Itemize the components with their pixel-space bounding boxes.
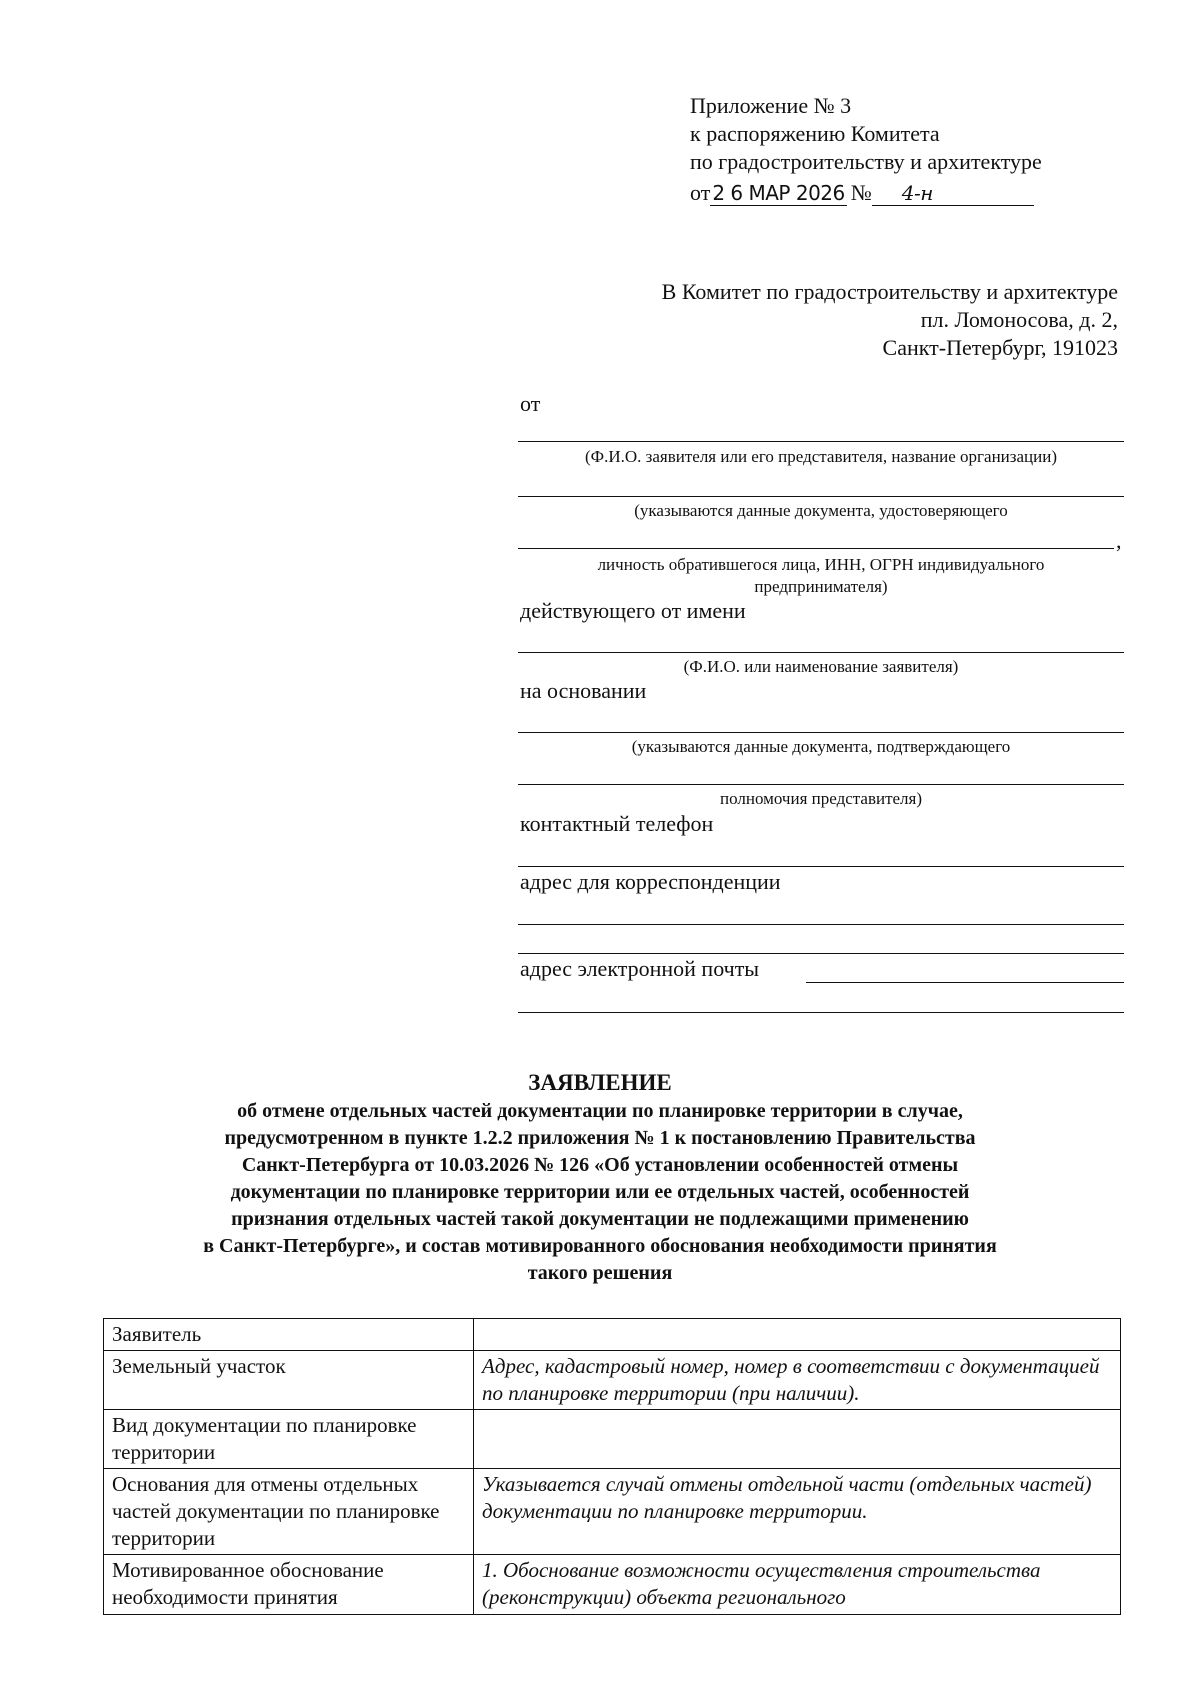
row-value-grounds: Указывается случай отмены отдельной части (отдельных частей) документации по планировке территории. <box>474 1469 1121 1555</box>
statement-line-1: об отмене отдельных частей документации по планировке территории в случае, <box>237 1100 963 1122</box>
email-label: адрес электронной почты <box>520 956 760 981</box>
addressee-block <box>662 278 1118 362</box>
doc-hint-3: предпринимателя) <box>754 577 888 596</box>
table-row <box>104 1469 1121 1555</box>
row-label-grounds: Основания для отмены отдельных частей документации по планировке территории <box>104 1469 474 1555</box>
comma: , <box>1116 528 1122 553</box>
basis-field-line-1 <box>518 732 1124 733</box>
row-value-justification-text: 1. Обоснование возможности осуществления строительства (реконструкции) объекта регионального <box>482 1558 1041 1609</box>
row-value-justification <box>474 1555 1121 1615</box>
table-row <box>104 1555 1121 1615</box>
acting-hint: (Ф.И.О. или наименование заявителя) <box>683 657 959 676</box>
addressee-line-3: Санкт-Петербург, 191023 <box>882 335 1118 360</box>
row-label-justification-text: Мотивированное обоснование необходимости принятия <box>112 1558 384 1609</box>
statement-title: ЗАЯВЛЕНИЕ <box>528 1070 672 1095</box>
row-label-justification <box>104 1555 474 1615</box>
row-value-land-plot: Адрес, кадастровый номер, номер в соответствии с документацией по планировке территории (при наличии). <box>474 1351 1121 1410</box>
appendix-title: Приложение № 3 <box>690 93 852 118</box>
statement-line-4: документации по планировке территории или ее отдельных частей, особенностей <box>230 1181 970 1203</box>
basis-hint-1: (указываются данные документа, подтверждающего <box>631 737 1011 756</box>
email-field-line-2 <box>518 1012 1124 1013</box>
appendix-line-3: по градостроительству и архитектуре <box>690 149 1042 174</box>
email-field-line-1 <box>806 982 1124 983</box>
number-prefix: № <box>850 180 872 205</box>
mail-field-line-2 <box>518 953 1124 954</box>
acting-field-line <box>518 652 1124 653</box>
name-field-line <box>518 441 1124 442</box>
application-table <box>103 1318 1121 1615</box>
statement-heading <box>90 1068 1110 1287</box>
doc-field-line-2 <box>518 548 1114 549</box>
appendix-date-line <box>690 176 1110 206</box>
from-label: от <box>520 391 541 416</box>
table-row <box>104 1319 1121 1351</box>
statement-line-3: Санкт-Петербурга от 10.03.2026 № 126 «Об установлении особенностей отмены <box>241 1154 959 1176</box>
addressee-line-2: пл. Ломоносова, д. 2, <box>920 307 1118 332</box>
row-label-doc-type: Вид документации по планировке территории <box>104 1410 474 1469</box>
phone-label: контактный телефон <box>520 811 714 836</box>
row-label-land-plot: Земельный участок <box>104 1351 474 1410</box>
handwritten-date: 2 6 МАР 2026 <box>712 181 845 205</box>
statement-line-5: признания отдельных частей такой документации не подлежащими применению <box>231 1208 969 1230</box>
handwritten-number: 4-н <box>872 181 1034 206</box>
statement-line-2: предусмотренном в пункте 1.2.2 приложения № 1 к постановлению Правительства <box>224 1127 976 1149</box>
statement-line-6: в Санкт-Петербурге», и состав мотивированного обоснования необходимости принятия <box>203 1235 997 1257</box>
row-label-applicant: Заявитель <box>104 1319 474 1351</box>
table-row <box>104 1410 1121 1469</box>
name-hint: (Ф.И.О. заявителя или его представителя, название организации) <box>585 447 1057 466</box>
row-value-doc-type <box>474 1410 1121 1469</box>
doc-hint-2: личность обратившегося лица, ИНН, ОГРН индивидуального <box>597 555 1045 574</box>
appendix-line-2: к распоряжению Комитета <box>690 121 940 146</box>
basis-field-line-2 <box>518 784 1124 785</box>
table-row <box>104 1351 1121 1410</box>
addressee-line-1: В Комитет по градостроительству и архитектуре <box>661 279 1118 304</box>
appendix-header <box>690 92 1110 206</box>
row-value-applicant <box>474 1319 1121 1351</box>
basis-hint-2: полномочия представителя) <box>719 789 923 808</box>
mail-label: адрес для корреспонденции <box>520 869 781 894</box>
acting-label: действующего от имени <box>520 598 746 623</box>
doc-hint-1: (указываются данные документа, удостоверяющего <box>634 501 1008 520</box>
phone-field-line <box>518 866 1124 867</box>
date-prefix: от <box>690 180 711 205</box>
basis-label: на основании <box>520 678 647 703</box>
mail-field-line-1 <box>518 924 1124 925</box>
doc-field-line-1 <box>518 496 1124 497</box>
statement-line-7: такого решения <box>527 1262 673 1284</box>
